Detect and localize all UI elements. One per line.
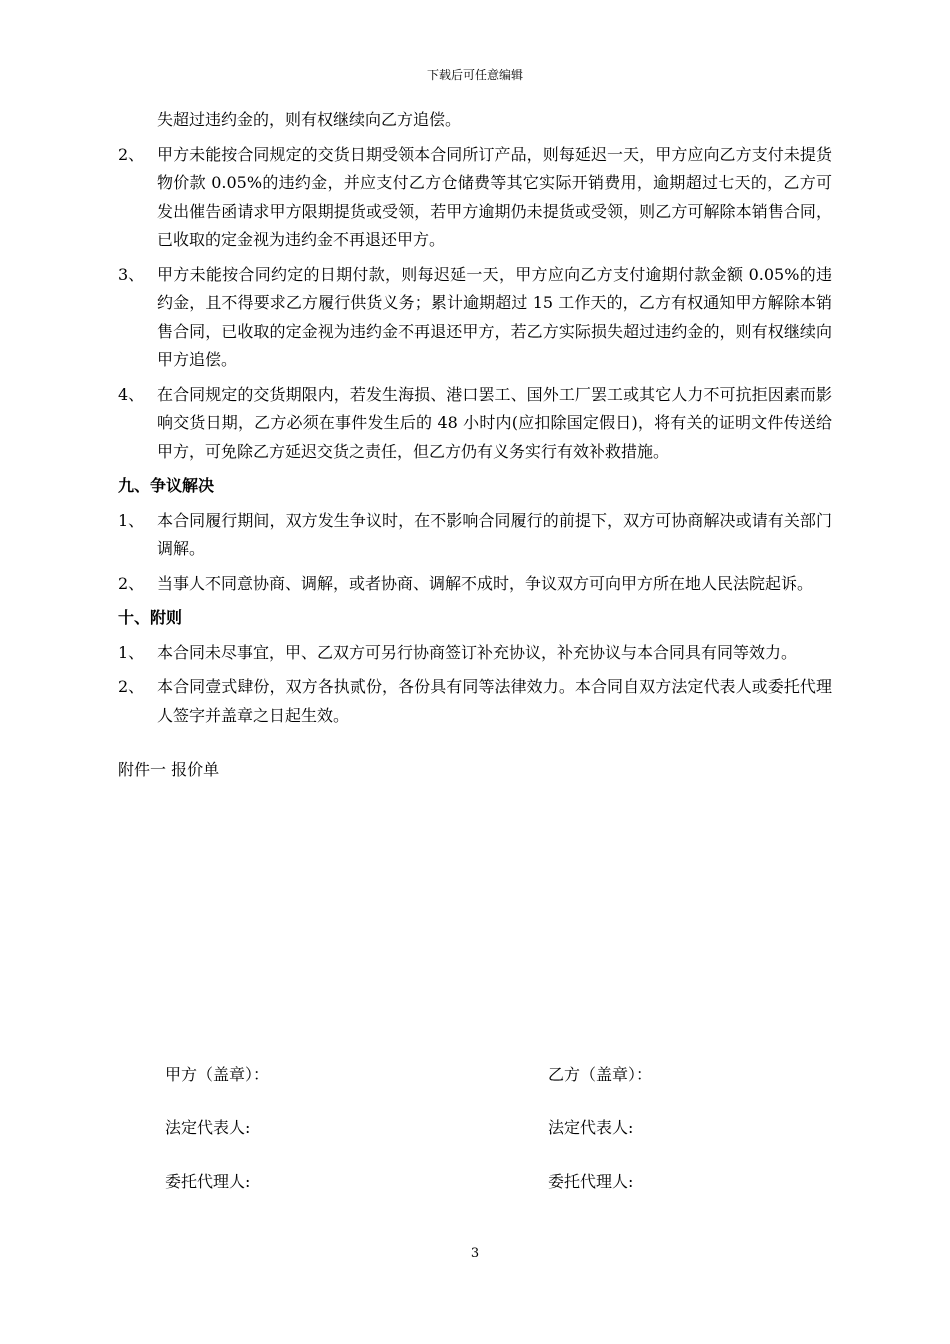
continuation-text: 失超过违约金的，则有权继续向乙方追偿。 — [157, 110, 462, 129]
clause-breach-4 — [118, 381, 832, 467]
contract-body — [118, 106, 832, 784]
clause-number: 2、 — [118, 573, 145, 593]
clause-text: 本合同未尽事宜，甲、乙双方可另行协商签订补充协议，补充协议与本合同具有同等效力。 — [157, 642, 798, 662]
clause-text: 本合同壹式肆份，双方各执贰份，各份具有同等法律效力。本合同自双方法定代表人或委托代理人签字并盖章之日起生效。 — [157, 677, 832, 725]
annex-label: 附件一 报价单 — [118, 760, 220, 779]
clause-dispute-2 — [118, 570, 832, 599]
page-number: 3 — [470, 1246, 480, 1261]
section-10-title: 十、附则 — [118, 608, 183, 627]
clause-text: 甲方未能按合同规定的交货日期受领本合同所订产品，则每延迟一天，甲方应向乙方支付未提货物价款 0.05%的违约金，并应支付乙方仓储费等其它实际开销费用，逾期超过七天的，乙方可发出催告函请求甲方限期提货或受领，若甲方逾期仍未提货或受领，则乙方可解除本销售合同，已收取的定金视为违约金不再退还甲方。 — [157, 144, 832, 249]
clause-supplementary-2 — [118, 673, 832, 730]
party-a-seal-label: 甲方（盖章）： — [165, 1065, 270, 1084]
clause-number: 1、 — [118, 510, 145, 530]
clause-dispute-1 — [118, 507, 832, 564]
clause-number: 2、 — [118, 677, 145, 696]
clause-supplementary-1 — [118, 639, 832, 668]
clause-breach-3 — [118, 261, 832, 375]
party-b-agent-label: 委托代理人: — [548, 1172, 634, 1191]
party-b-seal-label: 乙方（盖章）： — [548, 1065, 653, 1084]
clause-text: 在合同规定的交货期限内，若发生海损、港口罢工、国外工厂罢工或其它人力不可抗拒因素而影响交货日期，乙方必须在事件发生后的 48 小时内(应扣除国定假日)，将有关的证明文件传送给甲方，可免除乙方延迟交货之责任，但乙方仍有义务实行有效补救措施。 — [157, 384, 832, 461]
clause-number: 4、 — [118, 384, 145, 404]
party-b-legal-rep-label: 法定代表人: — [548, 1118, 634, 1137]
clause-text: 本合同履行期间，双方发生争议时，在不影响合同履行的前提下，双方可协商解决或请有关部门调解。 — [157, 510, 832, 558]
clause-number: 3、 — [118, 264, 145, 284]
clause-text: 甲方未能按合同约定的日期付款，则每迟延一天，甲方应向乙方支付逾期付款金额 0.05%的违约金，且不得要求乙方履行供货义务；累计逾期超过 15 工作天的，乙方有权通知甲方解除本销售合同，已收取的定金视为违约金不再退还甲方，若乙方实际损失超过违约金的，则有权继续向甲方追偿。 — [157, 264, 832, 369]
party-a-legal-rep-label: 法定代表人: — [165, 1118, 251, 1137]
page-header: 下载后可任意编辑 — [426, 68, 523, 82]
section-9-title: 九、争议解决 — [118, 476, 215, 495]
clause-breach-2 — [118, 141, 832, 255]
clause-number: 2、 — [118, 144, 145, 164]
clause-text: 当事人不同意协商、调解，或者协商、调解不成时，争议双方可向甲方所在地人民法院起诉。 — [157, 573, 814, 593]
party-a-agent-label: 委托代理人: — [165, 1172, 251, 1191]
clause-number: 1、 — [118, 642, 145, 662]
